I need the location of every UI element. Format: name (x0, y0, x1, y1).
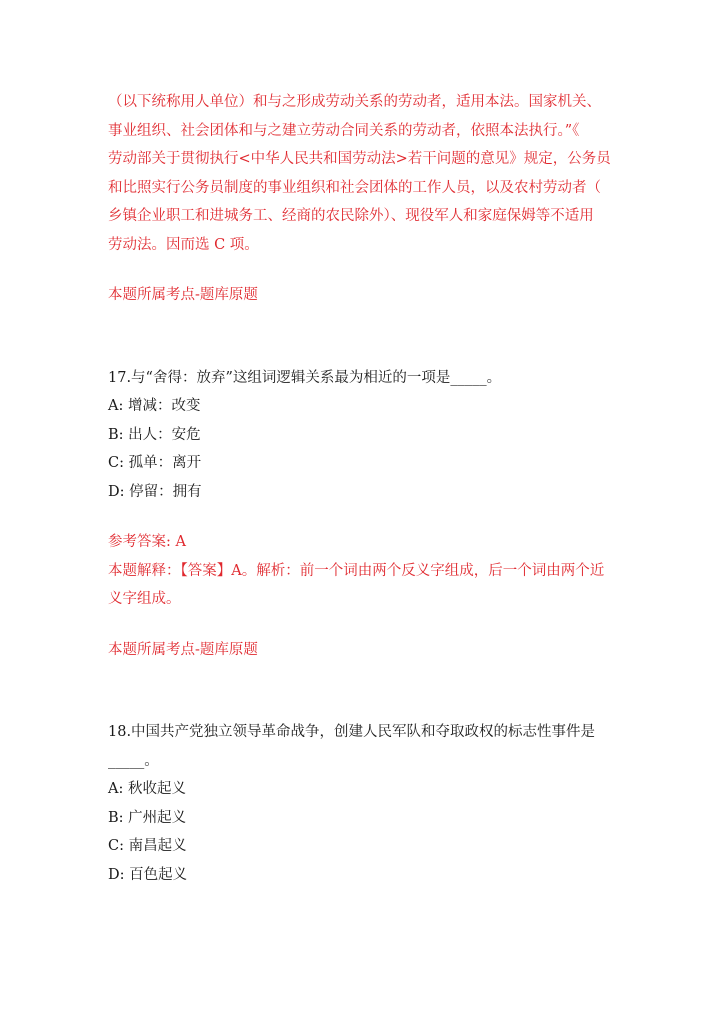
q18-option-d: D: 百色起义 (108, 866, 188, 883)
q16-explanation (108, 88, 618, 259)
document-page (108, 88, 618, 889)
explanation-line: 乡镇企业职工和进城务工、经商的农民除外）、现役军人和家庭保姆等不适用 (108, 208, 594, 224)
q17-stem: 17.与“舍得：放弃”这组词逻辑关系最为相近的一项是_____。 (108, 369, 502, 386)
explanation-line: 事业组织、社会团体和与之建立劳动合同关系的劳动者，依照本法执行。”《 (108, 122, 580, 139)
q17-answer: 参考答案: A (108, 534, 186, 550)
q17-option-d: D: 停留：拥有 (108, 483, 202, 500)
question-17 (108, 364, 618, 665)
explanation-line: 和比照实行公务员制度的事业组织和社会团体的工作人员，以及农村劳动者（ (108, 179, 601, 196)
explanation-line: 劳动法。因而选 C 项。 (108, 236, 259, 253)
q18-stem-line: _____。 (108, 752, 159, 769)
q17-option-b: B: 出人：安危 (108, 426, 201, 443)
q16-source: 本题所属考点-题库原题 (108, 287, 258, 303)
q17-explanation-line: 本题解释：【答案】A。解析：前一个词由两个反义字组成，后一个词由两个近 (108, 562, 605, 579)
q17-option-a: A: 增减：改变 (108, 398, 201, 414)
q18-option-a: A: 秋收起义 (108, 781, 186, 797)
q17-explanation-line: 义字组成。 (108, 591, 181, 607)
question-18 (108, 718, 618, 889)
q18-option-c: C: 南昌起义 (108, 838, 187, 854)
q18-stem-line: 18.中国共产党独立领导革命战争，创建人民军队和夺取政权的标志性事件是 (108, 724, 596, 740)
q18-option-b: B: 广州起义 (108, 809, 187, 826)
explanation-line: （以下统称用人单位）和与之形成劳动关系的劳动者，适用本法。国家机关、 (108, 94, 601, 110)
q17-source: 本题所属考点-题库原题 (108, 641, 258, 658)
explanation-line: 劳动部关于贯彻执行<中华人民共和国劳动法>若干问题的意见》规定，公务员 (108, 151, 611, 167)
q17-option-c: C: 孤单：离开 (108, 455, 202, 471)
